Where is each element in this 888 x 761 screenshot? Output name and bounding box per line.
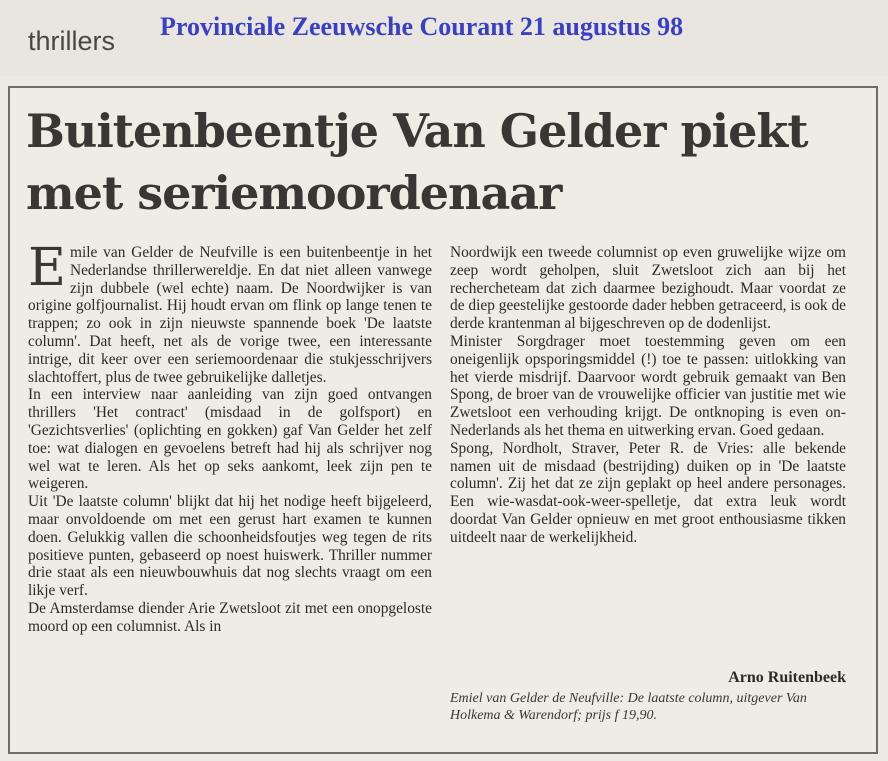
paragraph: Spong, Nordholt, Straver, Peter R. de Vries: alle bekende namen uit de misdaad (bestrijding) duiken op in 'De laatste column'. Zij het dat ze zijn geplakt op heel andere personages. Een wie-wasdat-ook-weer-spelletje, dat extra leuk wordt doordat Van Gelder opnieuw en met groot enthousiasme tikken uitdeelt naar de werkelijkheid. [450,439,846,546]
column-left [28,238,432,636]
paragraph-text: mile van Gelder de Neufville is een buitenbeentje in het Nederlandse thrillerwereldje. En dat niet alleen vanwege zijn dubbele (wel echte) naam. De Noordwijker is van origine golfjournalist. Hij houdt ervan om flink op lange tenen te trappen; zo ook in zijn nieuwste spannende boek 'De laatste column'. Dat heeft, net als de vorige twee, een interessante intrige, dit keer over een seriemoordenaar die stukjesschrijvers slachtoffert, plus de twee gebruikelijke dalletjes. [28,244,432,386]
byline: Arno Ruitenbeek [728,669,846,686]
article-headline: Buitenbeentje Van Gelder piekt met seriemoordenaar [26,104,808,220]
paragraph: In een interview naar aanleiding van zijn goed ontvangen thrillers 'Het contract' (misdaad in de golfsport) en 'Gezichtsverlies' (oplichting en gokken) gaf Van Gelder het zelf toe: wat dialogen en gevoelens betreft had hij als schrijver nog wel wat te leren. Als het op seks aankomt, leek zijn pen te weigeren. [28,386,432,493]
column-right [450,244,846,547]
book-credit: Emiel van Gelder de Neufville: De laatste column, uitgever Van Holkema & Warendorf; prijs f 19,90. [450,691,807,723]
paragraph: De Amsterdamse diender Arie Zwetsloot zit met een onopgeloste moord op een columnist. Als in [28,599,432,635]
source-label: Provinciale Zeeuwsche Courant 21 augustus 98 [160,12,684,41]
paragraph [28,238,432,386]
dropcap: E [28,238,66,298]
paragraph: Noordwijk een tweede columnist op even gruwelijke wijze om zeep wordt geholpen, sluit Zwetsloot zich aan bij het rechercheteam dat zich daarmee bezighoudt. Maar voordat ze de diep geestelijke gestoorde dader hebben getraceerd, is ook de derde krantenman al bijgeschreven op de dodenlijst. [450,244,846,333]
paragraph: Uit 'De laatste column' blijkt dat hij het nodige heeft bijgeleerd, maar onvoldoende om met een gerust hart examen te kunnen doen. Gelukkig vallen die schoonheidsfoutjes weg tegen de rits positieve punten, gebaseerd op noest huiswerk. Thriller nummer drie staat als een nieuwbouwhuis dat nog slechts vraagt om een likje verf. [28,493,432,600]
section-label: thrillers [28,26,116,56]
paragraph: Minister Sorgdrager moet toestemming geven om een oneigenlijk opsporingsmiddel (!) toe te passen: uitlokking van het vierde misdrijf. Daarvoor wordt gebruik gemaakt van Ben Spong, de broer van de vrouwelijke officier van justitie met wie Zwetsloot een verhouding krijgt. De ontknoping is even on-Nederlands als het thema en uitwerking ervan. Goed gedaan. [450,332,846,439]
